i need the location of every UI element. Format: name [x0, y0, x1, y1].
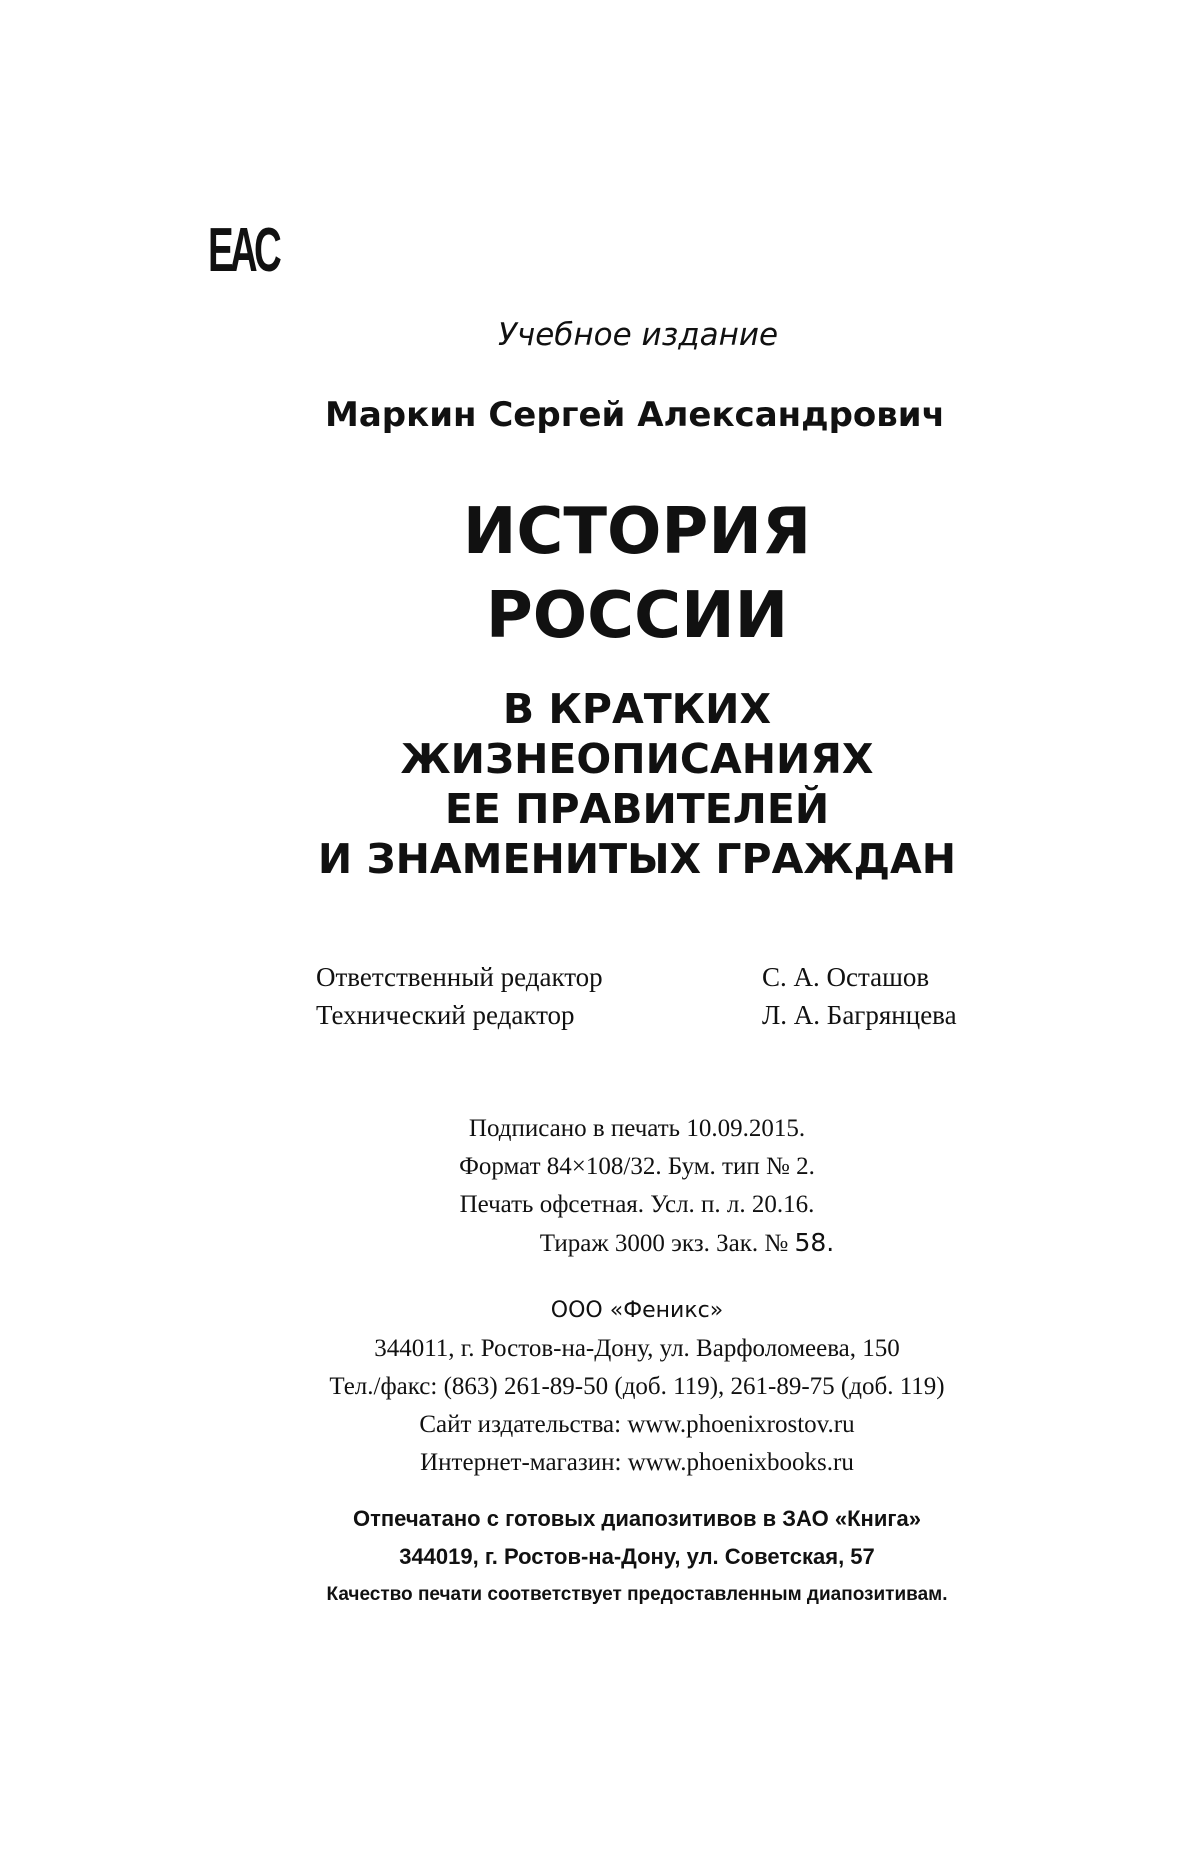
editors-list [316, 958, 1016, 1034]
publisher-block [0, 1292, 1200, 1482]
book-subtitle-line: И ЗНАМЕНИТЫХ ГРАЖДАН [317, 835, 957, 883]
paper-format: Формат 84×108/32. Бум. тип № 2. [459, 1153, 815, 1180]
printer-block [0, 1500, 1200, 1614]
book-subtitle [0, 684, 1200, 884]
edition-type: Учебное издание [498, 317, 779, 353]
print-run-text: Тираж 3000 экз. Зак. № [539, 1230, 789, 1257]
print-info [0, 1110, 1200, 1263]
book-title [0, 490, 1200, 658]
printing-type: Печать офсетная. Усл. п. л. 20.16. [459, 1191, 815, 1218]
publisher-address: 344011, г. Ростов-на-Дону, ул. Варфоломеева, 150 [374, 1335, 900, 1362]
publisher-phone: Тел./факс: (863) 261-89-50 (доб. 119), 261-89-75 (доб. 119) [329, 1373, 945, 1400]
publisher-shop: Интернет-магазин: www.phoenixbooks.ru [420, 1449, 854, 1476]
editor-name: С. А. Осташов [762, 962, 930, 992]
book-title-line: ИСТОРИЯ [462, 495, 812, 569]
book-subtitle-line: В КРАТКИХ [502, 685, 772, 733]
eac-certification-mark: EAC [208, 216, 279, 285]
book-subtitle-line: ЕЕ ПРАВИТЕЛЕЙ [444, 785, 830, 833]
editor-row [316, 996, 1016, 1034]
book-title-line: РОССИИ [485, 579, 789, 653]
printer-address: 344019, г. Ростов-на-Дону, ул. Советская, 57 [399, 1544, 875, 1569]
book-subtitle-line: ЖИЗНЕОПИСАНИЯХ [400, 735, 874, 783]
editor-role: Технический редактор [316, 1000, 575, 1030]
editor-row [316, 958, 1016, 996]
editor-name: Л. А. Багрянцева [762, 1000, 957, 1030]
signed-date: Подписано в печать 10.09.2015. [468, 1115, 806, 1142]
publisher-name: ООО «Феникс» [550, 1298, 724, 1323]
order-number: 58. [794, 1228, 835, 1257]
publisher-site: Сайт издательства: www.phoenixrostov.ru [419, 1411, 855, 1438]
print-quality-note: Качество печати соответствует предоставленным диапозитивам. [326, 1584, 948, 1605]
author-name: Маркин Сергей Александрович [325, 395, 945, 435]
printer-name: Отпечатано с готовых диапозитивов в ЗАО «Книга» [353, 1506, 921, 1531]
editor-role: Ответственный редактор [316, 962, 603, 992]
print-run [0, 1224, 1200, 1263]
